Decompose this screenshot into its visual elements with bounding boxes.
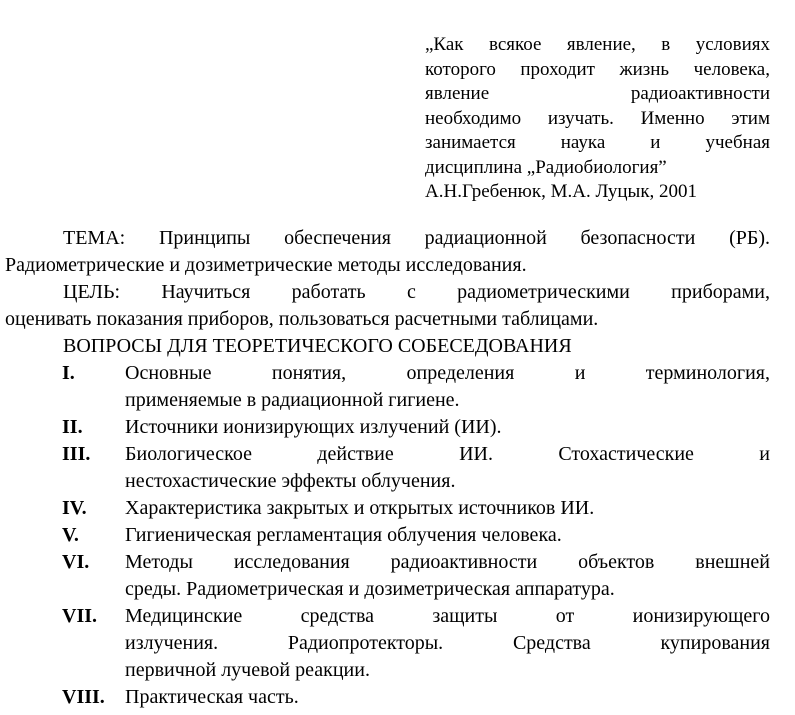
paragraph-tema (5, 225, 770, 279)
list-item (5, 522, 770, 549)
list-marker: I. (62, 361, 75, 384)
epigraph-line: занимается наука и учебная (425, 132, 770, 153)
list-item (5, 441, 770, 495)
list-marker: VI. (62, 550, 90, 573)
paragraph-tsel (5, 279, 770, 333)
questions-list (5, 360, 770, 711)
list-line: Медицинские средства защиты от ионизирующего (125, 604, 770, 627)
paragraph-line: Радиометрические и дозиметрические методы исследования. (5, 253, 527, 276)
epigraph-line: дисциплина „Радиобиология” (425, 156, 667, 178)
list-line: нестохастические эффекты облучения. (125, 469, 456, 492)
epigraph-block (425, 33, 770, 205)
paragraph-line: ВОПРОСЫ ДЛЯ ТЕОРЕТИЧЕСКОГО СОБЕСЕДОВАНИЯ (63, 334, 572, 357)
list-marker: IV. (62, 496, 87, 519)
list-line: Основные понятия, определения и терминология, (125, 361, 770, 384)
list-item (5, 495, 770, 522)
paragraphs (5, 225, 770, 360)
list-line: Источники ионизирующих излучений (ИИ). (125, 415, 502, 438)
epigraph-attribution: А.Н.Гребенюк, М.А. Луцык, 2001 (425, 181, 698, 202)
list-line: среды. Радиометрическая и дозиметрическая аппаратура. (125, 577, 615, 600)
list-marker: VIII. (62, 685, 105, 708)
list-item (5, 603, 770, 684)
epigraph-line: необходимо изучать. Именно этим (425, 107, 770, 129)
epigraph-quote (425, 33, 770, 180)
list-line: Биологическое действие ИИ. Стохастические и (125, 442, 770, 465)
list-marker: VII. (62, 604, 98, 627)
list-line: первичной лучевой реакции. (125, 658, 370, 681)
list-marker: III. (62, 442, 91, 465)
main-content (5, 225, 770, 711)
list-marker: V. (62, 523, 79, 546)
list-line: Гигиеническая регламентация облучения человека. (125, 523, 562, 546)
paragraph-line: ТЕМА: Принципы обеспечения радиационной безопасности (РБ). (63, 226, 770, 249)
epigraph-line: явление радиоактивности (425, 83, 770, 104)
list-item (5, 360, 770, 414)
list-line: излучения. Радиопротекторы. Средства купирования (125, 631, 770, 654)
list-line: Характеристика закрытых и открытых источников ИИ. (125, 496, 595, 519)
paragraph-voprosy-heading (5, 333, 770, 360)
epigraph-line: „Как всякое явление, в условиях (425, 34, 770, 55)
paragraph-line: оценивать показания приборов, пользоваться расчетными таблицами. (5, 307, 599, 330)
list-line: применяемые в радиационной гигиене. (125, 388, 460, 411)
epigraph-line: которого проходит жизнь человека, (425, 58, 770, 80)
list-item (5, 549, 770, 603)
list-item (5, 414, 770, 441)
list-line: Практическая часть. (125, 685, 299, 708)
list-item (5, 684, 770, 711)
paragraph-line: ЦЕЛЬ: Научиться работать с радиометрическими приборами, (63, 280, 770, 303)
list-line: Методы исследования радиоактивности объектов внешней (125, 550, 770, 573)
list-marker: II. (62, 415, 83, 438)
